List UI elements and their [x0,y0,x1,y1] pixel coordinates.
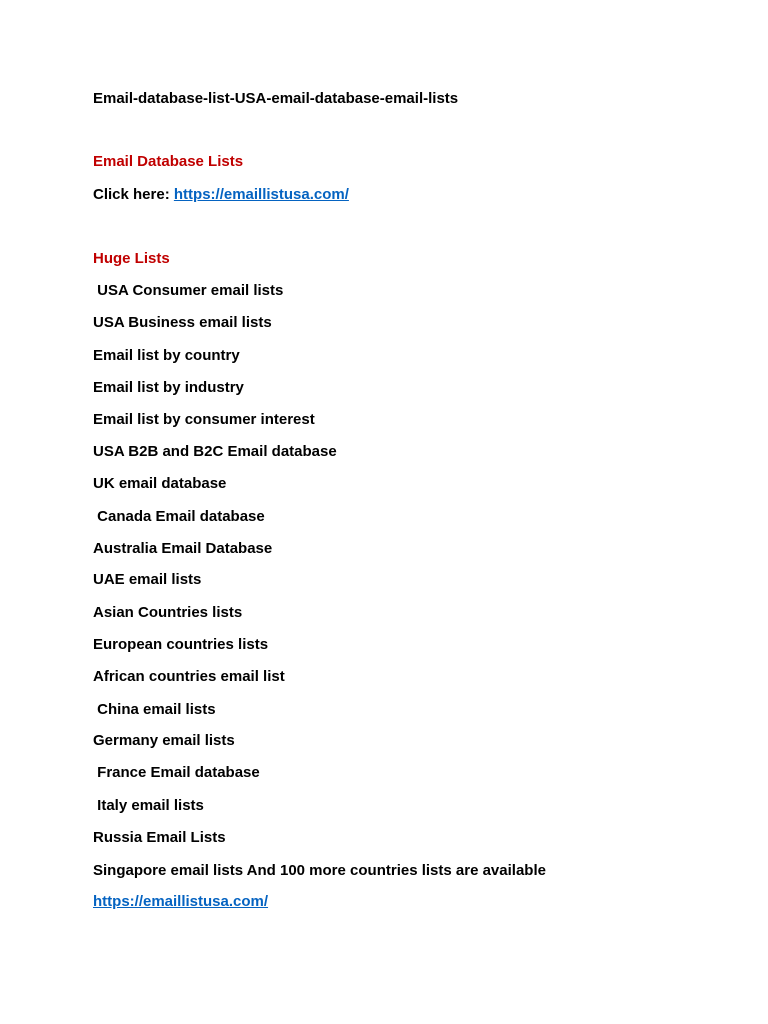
click-here-link[interactable]: https://emaillistusa.com/ [173,186,349,203]
list-item-usa-business: USA Business email lists [93,314,272,331]
list-item-uk: UK email database [93,475,227,492]
click-here-label: Click here: [93,186,174,203]
heading-email-database-lists: Email Database Lists [93,153,244,170]
footer-link[interactable]: https://emaillistusa.com/ [93,893,269,910]
list-item-germany: Germany email lists [93,732,235,749]
click-here-line [93,185,349,205]
list-item-asian: Asian Countries lists [93,604,243,621]
list-item-uae: UAE email lists [93,571,202,588]
list-item-china: China email lists [93,701,216,718]
list-item-france: France Email database [93,764,260,781]
list-item-singapore: Singapore email lists And 100 more countries lists are available [93,862,546,879]
document-title: Email-database-list-USA-email-database-email-lists [93,90,459,107]
list-item-b2b-b2c: USA B2B and B2C Email database [93,443,337,460]
list-item-usa-consumer: USA Consumer email lists [93,282,284,299]
list-item-european: European countries lists [93,636,269,653]
list-item-by-industry: Email list by industry [93,379,244,396]
list-item-canada: Canada Email database [93,508,265,525]
list-item-russia: Russia Email Lists [93,829,226,846]
heading-huge-lists: Huge Lists [93,250,170,267]
list-item-consumer-interest: Email list by consumer interest [93,411,315,428]
list-item-african: African countries email list [93,668,285,685]
list-item-italy: Italy email lists [93,797,204,814]
list-item-by-country: Email list by country [93,347,240,364]
list-item-australia: Australia Email Database [93,540,273,557]
